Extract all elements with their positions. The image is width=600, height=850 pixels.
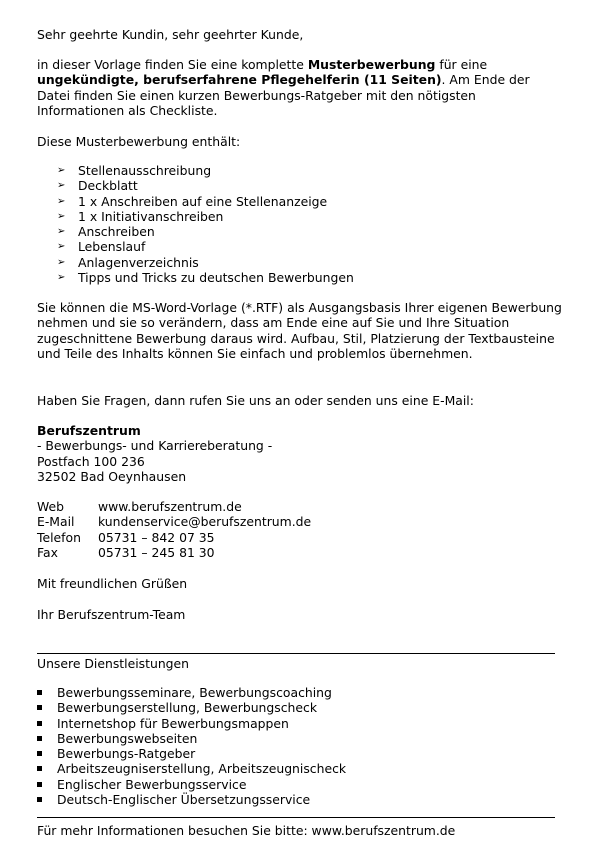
list-item: ➢ Stellenausschreibung [57, 163, 212, 178]
contents-heading: Diese Musterbewerbung enthält: [37, 134, 241, 149]
contents-list [57, 163, 354, 285]
list-item: ➢ Tipps und Tricks zu deutschen Bewerbungen [57, 270, 354, 286]
square-bullet-icon [37, 721, 42, 726]
square-bullet-icon [37, 782, 42, 787]
web-link[interactable]: www.berufszentrum.de [98, 499, 242, 514]
fax-value: 05731 – 245 81 30 [98, 544, 215, 560]
address-city: 32502 Bad Oeynhausen [37, 469, 187, 484]
contact-label: Telefon [37, 529, 81, 545]
list-item: Arbeitszeugniserstellung, Arbeitszeugnischeck [37, 761, 346, 776]
list-item: Bewerbungsseminare, Bewerbungscoaching [37, 685, 346, 700]
contact-label: E-Mail [37, 514, 75, 530]
list-item: ➢ Deckblatt [57, 178, 138, 194]
intro-text-2: für eine [435, 57, 488, 72]
signature: Ihr Berufszentrum-Team [37, 607, 186, 622]
company-name: Berufszentrum [37, 423, 141, 438]
square-bullet-icon [37, 736, 42, 741]
phone-value: 05731 – 842 07 35 [98, 529, 215, 545]
usage-paragraph: Sie können die MS-Word-Vorlage (*.RTF) als Ausgangsbasis Ihrer eigenen Bewerbung nehmen und sie so verändern, dass am Ende eine auf Sie und Ihre Situation zugeschnittene Bewerbung daraus wird. Aufbau, Stil, Platzierung der Textbausteine und Teile des Inhalts können Sie einfach und problemlos übernehmen. [37, 300, 562, 361]
list-item: Bewerbungs-Ratgeber [37, 746, 346, 761]
footer-info: Für mehr Informationen besuchen Sie bitte: www.berufszentrum.de [37, 823, 456, 838]
address-postbox: Postfach 100 236 [37, 454, 145, 469]
closing: Mit freundlichen Grüßen [37, 576, 188, 591]
square-bullet-icon [37, 705, 42, 710]
contact-row-web [37, 499, 311, 514]
arrow-bullet-icon: ➢ [57, 272, 66, 284]
questions-line: Haben Sie Fragen, dann rufen Sie uns an oder senden uns eine E-Mail: [37, 393, 474, 408]
square-bullet-icon [37, 690, 42, 695]
arrow-bullet-icon: ➢ [57, 210, 66, 222]
email-link[interactable]: kundenservice@berufszentrum.de [98, 514, 312, 530]
contact-row-phone [37, 530, 311, 545]
arrow-bullet-icon: ➢ [57, 226, 66, 238]
list-item: Bewerbungserstellung, Bewerbungscheck [37, 700, 346, 715]
contact-row-email [37, 514, 311, 529]
list-item: ➢ 1 x Anschreiben auf eine Stellenanzeige [57, 193, 328, 209]
contact-row-fax [37, 545, 311, 560]
contact-label: Web [37, 499, 65, 514]
arrow-bullet-icon: ➢ [57, 256, 66, 268]
arrow-bullet-icon: ➢ [57, 241, 66, 253]
arrow-bullet-icon: ➢ [57, 195, 66, 207]
list-item: ➢ Anlagenverzeichnis [57, 254, 199, 270]
contact-label: Fax [37, 544, 58, 560]
arrow-bullet-icon: ➢ [57, 165, 66, 176]
arrow-bullet-icon: ➢ [57, 180, 66, 192]
list-item: ➢ Anschreiben [57, 224, 155, 240]
intro-bold-2: ungekündigte, berufserfahrene Pflegehelferin (11 Seiten) [37, 72, 442, 88]
intro-paragraph [37, 57, 562, 118]
list-item: Internetshop für Bewerbungsmappen [37, 716, 346, 731]
intro-bold-1: Musterbewerbung [307, 57, 436, 72]
greeting: Sehr geehrte Kundin, sehr geehrter Kunde, [37, 27, 304, 42]
intro-text-1: in dieser Vorlage finden Sie eine komplette [37, 57, 308, 72]
divider-bottom [37, 817, 555, 818]
company-tagline: - Bewerbungs- und Karriereberatung - [37, 438, 273, 453]
list-item: Deutsch-Englischer Übersetzungsservice [37, 792, 346, 807]
square-bullet-icon [37, 797, 42, 802]
list-item: ➢ 1 x Initiativanschreiben [57, 208, 224, 224]
services-heading: Unsere Dienstleistungen [37, 656, 190, 671]
square-bullet-icon [37, 766, 42, 771]
contact-details [37, 499, 311, 560]
square-bullet-icon [37, 751, 42, 756]
divider-top [37, 653, 555, 654]
list-item: Bewerbungswebseiten [37, 731, 346, 746]
list-item: Englischer Bewerbungsservice [37, 777, 346, 792]
intro-text-3: . Am Ende der Datei finden Sie einen kurzen Bewerbungs-Ratgeber mit den nötigsten Informationen als Checkliste. [37, 72, 530, 118]
services-list [37, 685, 346, 807]
list-item: ➢ Lebenslauf [57, 239, 146, 255]
